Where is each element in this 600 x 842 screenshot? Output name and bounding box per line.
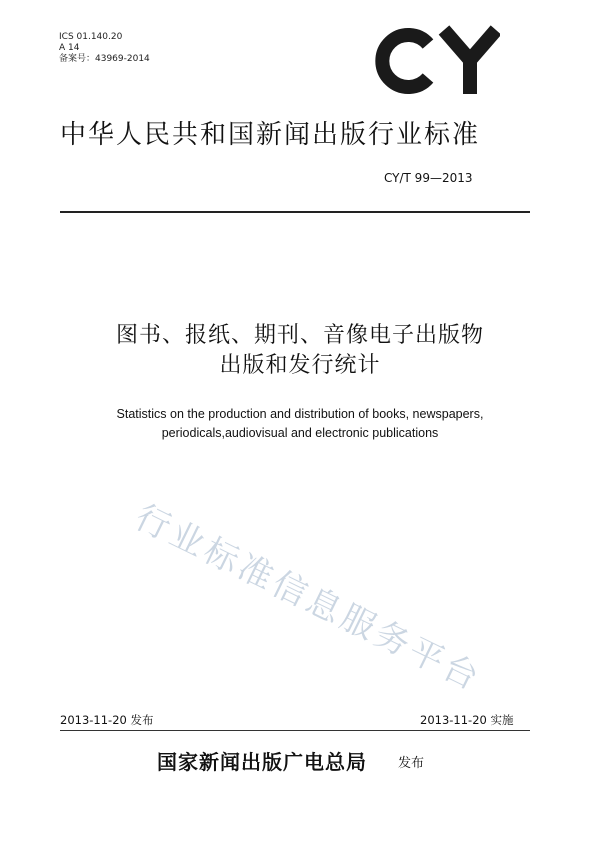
metadata-block bbox=[59, 32, 150, 65]
ics-code: ICS 01.140.20 bbox=[59, 32, 123, 42]
header-divider bbox=[60, 211, 530, 213]
english-title-line-1: Statistics on the production and distribution of books, newspapers, bbox=[116, 407, 484, 421]
standard-number: CY/T 99—2013 bbox=[384, 171, 473, 185]
ccs-code: A 14 bbox=[59, 43, 80, 53]
cy-logo bbox=[374, 22, 500, 100]
issuer-name: 国家新闻出版广电总局 bbox=[157, 750, 367, 774]
footer-divider bbox=[60, 730, 530, 731]
english-title-line-2: periodicals,audiovisual and electronic publications bbox=[161, 426, 439, 440]
issuer-action: 发布 bbox=[398, 756, 425, 771]
implement-date: 2013-11-20 实施 bbox=[420, 713, 514, 727]
publish-date: 2013-11-20 发布 bbox=[60, 713, 154, 727]
logo-letter-c bbox=[382, 35, 428, 87]
chinese-title-line-2: 出版和发行统计 bbox=[219, 353, 381, 378]
watermark: 行业标准信息服务平台 bbox=[128, 497, 489, 700]
record-number: 备案号：43969-2014 bbox=[59, 54, 150, 64]
logo-letter-y bbox=[444, 30, 496, 94]
chinese-title-line-1: 图书、报纸、期刊、音像电子出版物 bbox=[115, 323, 484, 348]
organization-title: 中华人民共和国新闻出版行业标准 bbox=[60, 120, 481, 150]
